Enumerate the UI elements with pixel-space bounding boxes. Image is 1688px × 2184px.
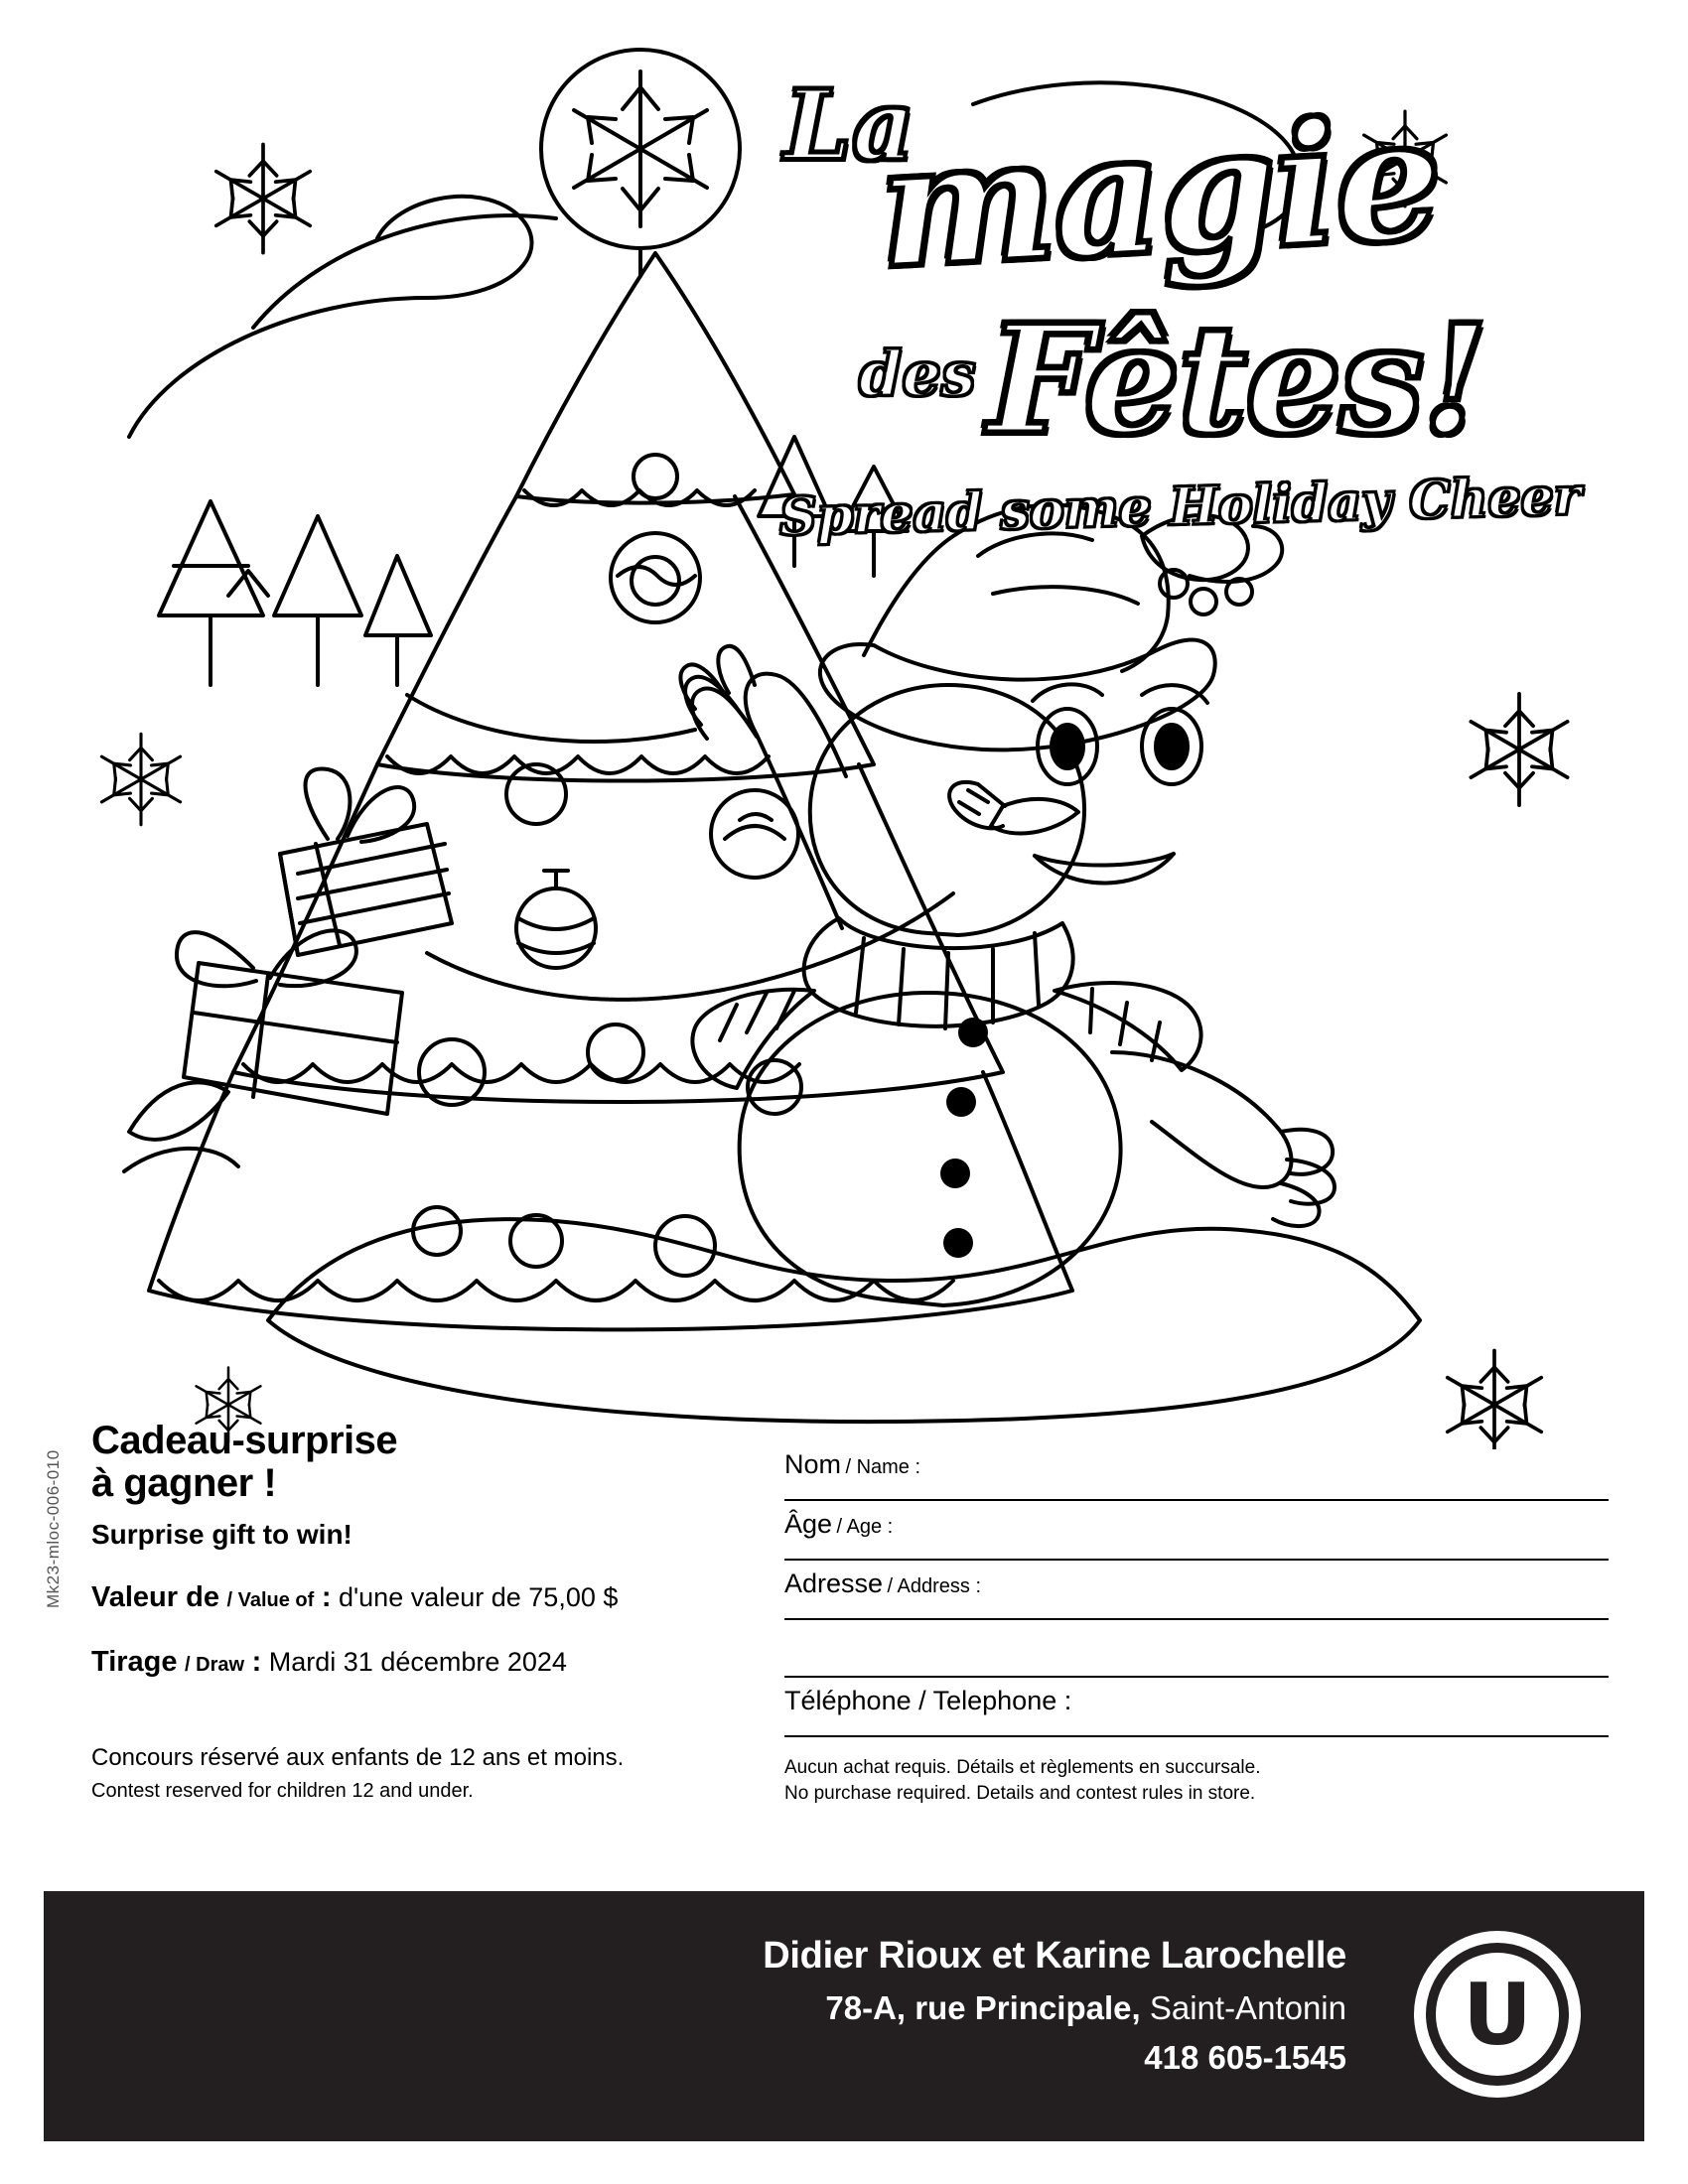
form-legal-note-fr: Aucun achat requis. Détails et règlements en succursale. (784, 1757, 1261, 1778)
footer-phone: 418 605-1545 (1144, 2039, 1346, 2076)
field-label-address-fr: Adresse (784, 1569, 884, 1598)
field-label-address-en: / Address : (887, 1575, 982, 1597)
prize-title-fr-line2: à gagner ! (91, 1461, 277, 1506)
detail-colon-value: : (321, 1581, 332, 1614)
detail-row-value (91, 1580, 727, 1615)
form-legal-note-en: No purchase required. Details and contest rules in store. (784, 1782, 1256, 1804)
title-subtitle: Spread some Holiday Cheer (778, 466, 1582, 548)
prize-title-fr (91, 1420, 727, 1505)
detail-colon-draw: : (251, 1646, 262, 1679)
field-label-age-en: / Age : (836, 1516, 894, 1538)
field-age[interactable] (784, 1509, 1609, 1561)
detail-label-fr-draw: Tirage (91, 1646, 178, 1679)
contest-rules-en: Contest reserved for children 12 and under. (91, 1779, 474, 1802)
detail-label-fr-value: Valeur de (91, 1581, 219, 1614)
background-trees-right (759, 437, 908, 576)
title-line-la: La (784, 69, 915, 182)
prize-title-en: Surprise gift to win! (91, 1519, 352, 1551)
field-address[interactable] (784, 1569, 1609, 1620)
detail-label-en-draw: / Draw (185, 1654, 245, 1677)
field-label-age-fr: Âge (784, 1509, 833, 1539)
footer-owner-names: Didier Rioux et Karine Larochelle (763, 1935, 1346, 1977)
field-phone[interactable] (784, 1686, 1609, 1737)
prize-info (91, 1420, 727, 1804)
contest-rules-fr: Concours réservé aux enfants de 12 ans et moins. (91, 1743, 625, 1771)
tree-top-snowflake (574, 71, 707, 226)
snowman (680, 505, 1335, 1305)
field-label-phone: Téléphone / Telephone : (784, 1686, 1072, 1715)
snow-ground (268, 1219, 1420, 1422)
field-label-name-en: / Name : (845, 1456, 921, 1478)
footer-contact (763, 1935, 1346, 2077)
entry-form (784, 1449, 1609, 1806)
form-legal-note (784, 1755, 1609, 1806)
document-code: Mk23-mloc-006-010 (44, 1449, 63, 1608)
footer-address (763, 1989, 1346, 2027)
field-label-name-fr: Nom (784, 1449, 842, 1479)
field-address-line2[interactable] (784, 1628, 1609, 1678)
detail-label-en-value: / Value of (226, 1589, 315, 1612)
detail-value-value: d'une valeur de 75,00 $ (339, 1582, 619, 1613)
title-line-fetes: Fêtes! (988, 293, 1487, 468)
uniprix-logo (1410, 1927, 1585, 2102)
detail-row-draw (91, 1645, 727, 1680)
wind-swirls (129, 82, 1301, 437)
prize-title-fr-line1: Cadeau-surprise (91, 1419, 398, 1462)
footer-bar (44, 1891, 1644, 2141)
gift-boxes (124, 768, 452, 1171)
detail-value-draw: Mardi 31 décembre 2024 (268, 1647, 567, 1678)
background-trees (159, 501, 431, 685)
christmas-tree (149, 50, 1072, 1329)
title-line-magie: magie (874, 79, 1445, 306)
uniprix-logo-letter: U (1463, 1966, 1532, 2065)
footer-address-street: 78-A, rue Principale, (825, 1989, 1141, 2026)
title-line-des: des (859, 338, 976, 410)
field-name[interactable] (784, 1449, 1609, 1501)
footer-address-city: Saint-Antonin (1140, 1989, 1346, 2026)
contest-rules (91, 1743, 727, 1804)
